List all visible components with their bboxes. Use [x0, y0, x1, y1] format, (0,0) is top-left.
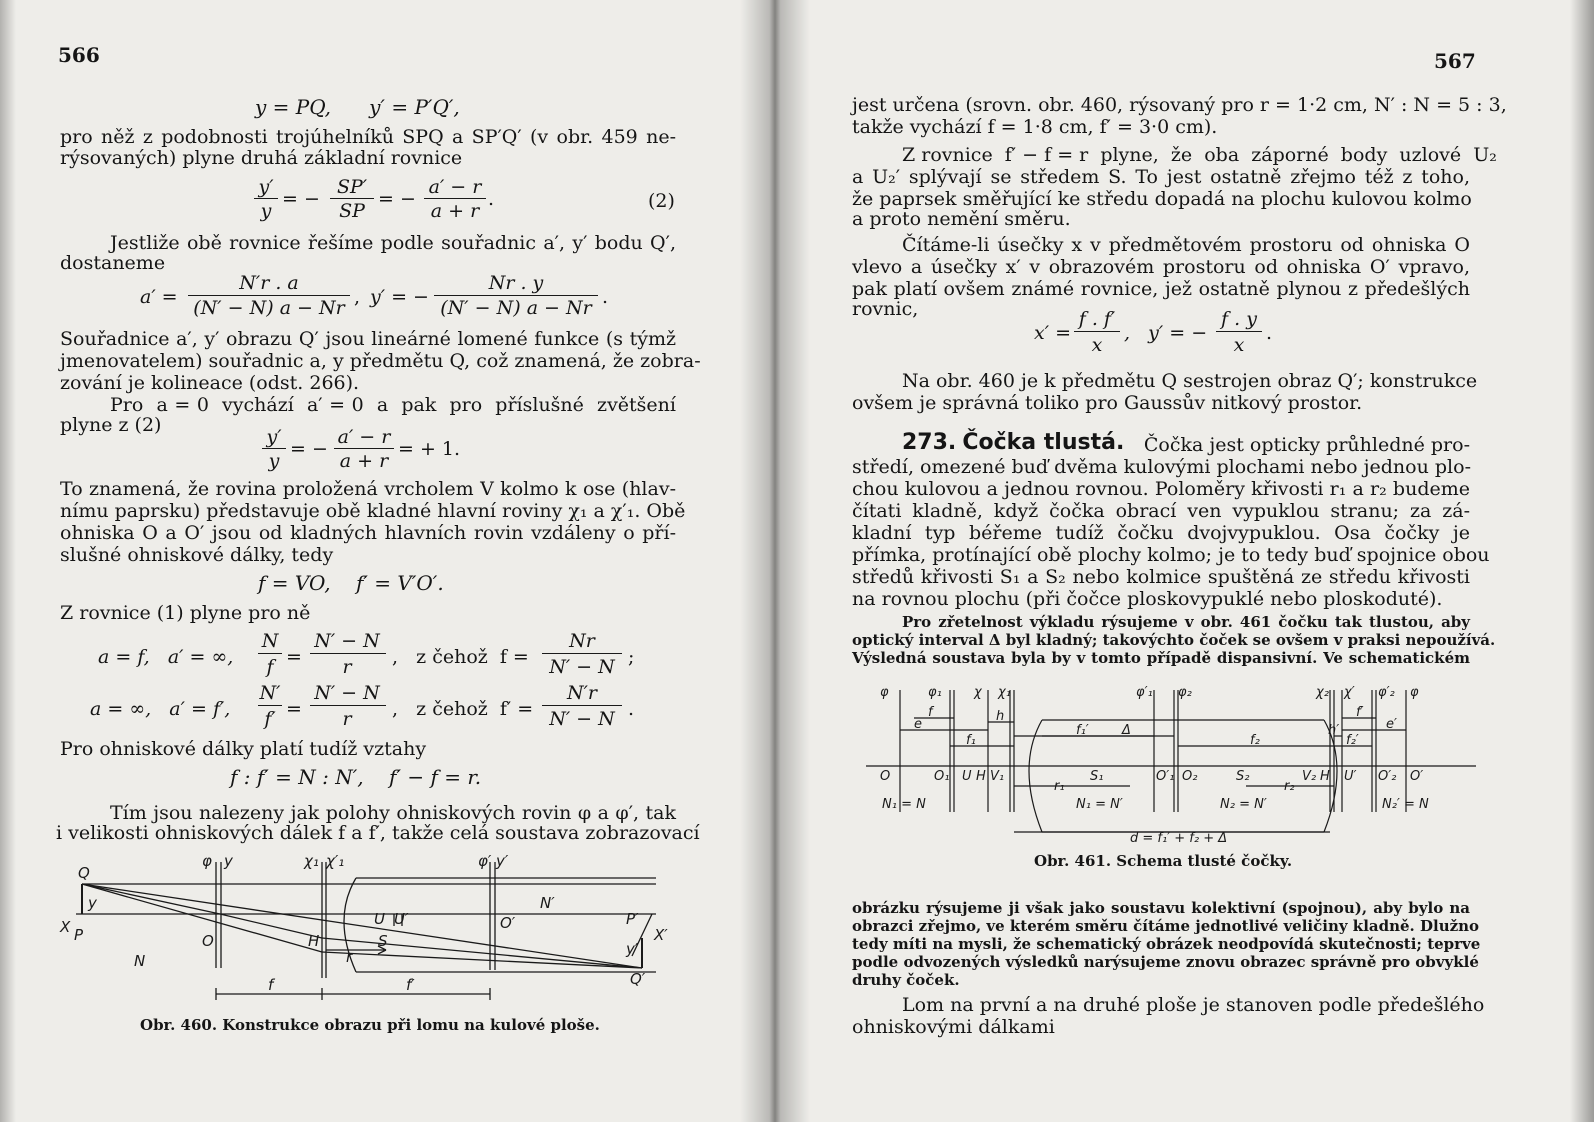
medium-label: N₂′ = N — [1382, 797, 1429, 812]
figure-label: U — [962, 769, 972, 784]
page-edge-shadow — [1570, 0, 1594, 1122]
paragraph-line: a U₂′ splývají se středem S. To jest ostatně zřejmo též z toho, — [852, 166, 1470, 188]
fraction-denominator: SP — [339, 200, 365, 222]
fraction-bar — [258, 653, 282, 654]
figure-label: χ′ — [1344, 685, 1355, 700]
figure-461-drawing — [866, 682, 1486, 846]
equation-5: f = VO, f′ = V′O′. — [258, 571, 444, 595]
figure-label: O′₁ — [1156, 769, 1175, 784]
fraction-bar — [330, 198, 374, 199]
paragraph-line: Z rovnice f′ − f = r plyne, že oba záporné body uzlové U₂ — [902, 144, 1497, 166]
figure-label: V₂ — [1302, 769, 1317, 784]
paragraph-line: čítati kladně, když čočka obrací ven vypuklou stranu; za zá- — [852, 500, 1470, 522]
fraction-denominator: (N′ − N) a − Nr — [440, 297, 592, 319]
paragraph-line: vlevo a úsečky x′ v obrazovém prostoru od ohniska O′ vpravo, — [852, 256, 1470, 278]
section-title: Čočka tlustá. — [962, 430, 1125, 455]
equals-sign: = − — [282, 188, 320, 210]
figure-label: y′ — [626, 940, 639, 958]
paragraph-line: pro něž z podobnosti trojúhelníků SPQ a SP′Q′ (v obr. 459 ne- — [60, 126, 676, 148]
figure-label: H — [1320, 769, 1330, 784]
figure-label: V₁ — [990, 769, 1005, 784]
figure-label: O′ — [500, 914, 516, 932]
figure-label: χ₂ — [1316, 685, 1329, 700]
paragraph-line: nímu paprsku) představuje obě kladné hlavní roviny χ₁ a χ′₁. Obě — [60, 500, 686, 522]
equals-sign: = − — [378, 188, 416, 210]
paragraph-line: jest určena (srovn. obr. 460, rýsovaný pro r = 1·2 cm, N′ : N = 5 : 3, — [852, 94, 1507, 116]
fraction-bar — [434, 295, 598, 296]
fraction-denominator: y — [260, 200, 272, 222]
figure-label: φ′₁ — [1136, 685, 1153, 700]
page-number: 566 — [58, 43, 100, 67]
dimension-label: h′ — [1328, 723, 1340, 738]
paragraph-line: Z rovnice (1) plyne pro ně — [60, 602, 311, 624]
figure-label: y′ — [496, 852, 509, 870]
small-print-line: obrazci zřejmo, ve kterém směru čítáme jednotlivé veličiny kladně. Dlužno — [852, 917, 1480, 935]
figure-label: O — [202, 932, 214, 950]
figure-label: f — [268, 976, 274, 994]
dimension-label: Δ — [1122, 723, 1131, 738]
dimension-label: e′ — [1386, 717, 1397, 732]
small-print-line: druhy čoček. — [852, 971, 960, 989]
figure-label: N — [134, 952, 146, 970]
paragraph-line: Lom na první a na druhé ploše je stanoven podle předešlého — [902, 994, 1485, 1016]
figure-label: O₁ — [934, 769, 950, 784]
fraction-numerator: Nr . y — [488, 272, 544, 294]
dimension-label: f₂ — [1250, 733, 1260, 748]
small-print-line: obrázku rýsujeme ji však jako soustavu kolektivní (spojnou), aby bylo na — [852, 899, 1470, 917]
fraction-bar — [542, 653, 622, 654]
paragraph-line: Na obr. 460 je k předmětu Q sestrojen obraz Q′; konstrukce — [902, 370, 1478, 392]
paragraph-line: To znamená, že rovina proložená vrcholem V kolmo k ose (hlav- — [60, 478, 676, 500]
small-print-line: tedy míti na mysli, že schematický obrázek neodpovídá skutečnosti; teprve — [852, 935, 1481, 953]
figure-label: φ′₂ — [1378, 685, 1395, 700]
paragraph-line: zování je kolineace (odst. 266). — [60, 372, 360, 394]
fraction-bar — [424, 198, 486, 199]
fraction-bar — [262, 448, 286, 449]
figure-label: Q′ — [630, 970, 646, 988]
paragraph-line: středů křivosti S₁ a S₂ nebo kolmice spuštěná ze středu křivosti — [852, 566, 1470, 588]
figure-label: r — [346, 948, 353, 966]
figure-label: χ₁ — [998, 685, 1011, 700]
figure-label: φ₂ — [1178, 685, 1192, 700]
figure-label: U — [374, 910, 385, 928]
dimension-label: r₂ — [1284, 779, 1295, 794]
paragraph-line: ovšem je správná toliko pro Gaussův nitkový prostor. — [852, 392, 1363, 414]
figure-label: y — [88, 894, 97, 912]
fraction-bar — [1216, 331, 1262, 332]
fraction-bar — [254, 198, 278, 199]
book-gutter — [740, 0, 810, 1122]
paragraph-line: Pro a = 0 vychází a′ = 0 a pak pro příslušné zvětšení — [110, 394, 676, 416]
figure-460-drawing — [56, 848, 676, 1014]
medium-label: N₂ = N′ — [1220, 797, 1267, 812]
small-print-line: optický interval Δ byl kladný; takovýchto čoček se ovšem v praksi nepoužívá. — [852, 631, 1496, 649]
figure-461 — [866, 682, 1486, 870]
paragraph-line: přímka, protínající obě plochy kolmo; je to tedy buď spojnice obou — [852, 544, 1490, 566]
figure-label: P — [74, 926, 84, 944]
section-heading-line — [902, 432, 1470, 454]
figure-label: P′ — [626, 910, 639, 928]
figure-label: S — [378, 932, 388, 950]
paragraph-line: Pro ohniskové dálky platí tudíž vztahy — [60, 738, 427, 760]
fraction-denominator: (N′ − N) a − Nr — [193, 297, 345, 319]
figure-label: S₂ — [1236, 769, 1250, 784]
figure-label: S₁ — [1090, 769, 1104, 784]
paragraph-line: rýsovaných) plyne druhá základní rovnice — [60, 147, 463, 169]
dimension-label: f₁ — [966, 733, 976, 748]
paragraph-line: takže vychází f = 1·8 cm, f′ = 3·0 cm). — [852, 116, 1218, 138]
figure-label: U′ — [1344, 769, 1357, 784]
equation-y: y = PQ, y′ = P′Q′, — [255, 95, 460, 119]
figure-label: U′ — [394, 910, 409, 928]
figure-label: φ — [1410, 685, 1419, 700]
dimension-label: f — [928, 705, 933, 720]
fraction-bar — [310, 705, 386, 706]
fraction-denominator: a + r — [430, 200, 480, 222]
section-number: 273. — [902, 430, 957, 455]
paragraph-line: kladní typ béřeme tudíž čočku dvojvypuklou. Osa čočky je — [852, 522, 1470, 544]
equation-number: (2) — [648, 190, 675, 212]
page-number: 567 — [1434, 49, 1476, 73]
left-page: 566 y = PQ, y′ = P′Q′, pro něž z podobnosti trojúhelníků SPQ a SP′Q′ (v obr. 459 ne- rýsovaných) plyne druhá základní rovnice y′ y = − SP′ SP = − a′ − r a + r . (2) Jestliže obě rovnice řešíme podle souřadnic a′, y′ bodu Q′, dostaneme a′ = N′r . a (N′ − N) a − Nr , y′ = − Nr . y (N′ − N) a − Nr . Souřadnice a′, y′ obrazu Q′ jsou lineárné lomené funkce (s týmž jmenovatelem) souřadnic a, y předmětu Q, což znamená, že zobra- zování je kolineace (odst. 266). Pro a = 0 vychází a′ = 0 a pak pro příslušné zvětšení plyne z (2) y′ y = − a′ − r a + r = + 1. To znamená, že rovina proložená vrcholem V kolmo k ose (hlav- nímu paprsku) představuje obě kladné hlavní roviny χ₁ a χ′₁. Obě ohniska O a O′ jsou od kladných hlavních rovin vzdáleny o pří- slušné ohniskové dálky, tedy f = VO, f′ = V′O′. Z rovnice (1) plyne pro ně a = f, a′ = ∞, N f = N′ − N r , z čehož f = Nr N′ − N ; a = ∞, a′ = f′, N′ f′ = N′ − N r , z čehož f′ = N′r N′ − N . Pro ohniskové dálky platí tudíž vztahy f : f′ = N : N′, f′ − f = r. Tím jsou nalezeny jak polohy ohniskových rovin φ a φ′, tak i velikosti ohniskových dálek f a f′, takže celá soustava zobrazovací Q X P y N O φ y χ₁ χ′₁ H r S U U′ O′ φ′ y′ N′ P′ X′ y′ Q′ f f′ Obr. 460. Konstrukce obrazu při lomu na kulové ploše. — [0, 0, 770, 1122]
paragraph-line: Souřadnice a′, y′ obrazu Q′ jsou lineárné lomené funkce (s týmž — [60, 328, 676, 350]
paragraph-line: že paprsek směřující ke středu dopadá na plochu kulovou kolmo — [852, 188, 1472, 210]
equation-7: f : f′ = N : N′, f′ − f = r. — [230, 765, 482, 789]
small-print-line: podle odvozených výsledků narýsujeme znovu obrazec správně pro obvyklé — [852, 953, 1479, 971]
figure-label: O′₂ — [1378, 769, 1397, 784]
paragraph-line: rovnic, — [852, 298, 919, 320]
dimension-label: f₂′ — [1346, 733, 1359, 748]
figure-label: y — [224, 852, 233, 870]
paragraph-line: ohniskovými dálkami — [852, 1016, 1055, 1038]
medium-label: N₁ = N — [882, 797, 926, 812]
figure-label: O — [880, 769, 891, 784]
figure-label: φ — [202, 852, 212, 870]
figure-label: χ₁ — [304, 852, 319, 870]
figure-label: φ₁ — [928, 685, 942, 700]
figure-caption: Obr. 461. Schema tlusté čočky. — [1034, 852, 1293, 870]
fraction-numerator: N′r . a — [239, 272, 299, 294]
dimension-label: r₁ — [1054, 779, 1065, 794]
paragraph-line: slušné ohniskové dálky, tedy — [60, 544, 334, 566]
section-first-line-rest: Čočka jest opticky průhledné pro- — [1143, 434, 1470, 456]
small-print-line: Výsledná soustava byla by v tomto případě dispansivní. Ve schematickém — [852, 649, 1470, 667]
figure-label: χ′₁ — [326, 852, 345, 870]
paragraph-line: plyne z (2) — [60, 414, 162, 436]
paragraph-line: ohniska O a O′ jsou od kladných hlavních rovin vzdáleny o pří- — [60, 522, 676, 544]
small-print-line: Pro zřetelnost výkladu rýsujeme v obr. 461 čočku tak tlustou, aby — [902, 613, 1470, 631]
paragraph-line: na rovnou plochu (při čočce ploskovypuklé nebo ploskoduté). — [852, 588, 1443, 610]
paragraph-line: pak platí ovšem známé rovnice, jež ostatně plynou z předešlých — [852, 278, 1470, 300]
dimension-label: f′ — [1356, 705, 1364, 720]
fraction-bar — [334, 448, 394, 449]
paragraph-line: i velikosti ohniskových dálek f a f′, takže celá soustava zobrazovací — [56, 822, 700, 844]
figure-label: f′ — [406, 976, 415, 994]
fraction-bar — [1074, 331, 1120, 332]
fraction-numerator: SP′ — [336, 176, 368, 198]
dimension-label: f₁′ — [1076, 723, 1089, 738]
dimension-label: e — [914, 717, 922, 732]
figure-label: H — [976, 769, 986, 784]
figure-label: χ — [974, 685, 982, 700]
paragraph-line: a proto nemění směru. — [852, 208, 1071, 230]
paragraph-line: Jestliže obě rovnice řešíme podle souřadnic a′, y′ bodu Q′, — [110, 232, 676, 254]
figure-label: X′ — [654, 926, 668, 944]
dimension-label: d = f₁′ + f₂ + Δ — [1130, 831, 1228, 846]
fraction-numerator: a′ − r — [428, 176, 482, 198]
figure-label: H — [308, 932, 320, 950]
figure-460 — [56, 848, 676, 1034]
medium-label: N₁ = N′ — [1076, 797, 1123, 812]
paragraph-line: středí, omezené buď dvěma kulovými plochami nebo jednou plo- — [852, 456, 1471, 478]
page-edge-shadow — [0, 0, 16, 1122]
paragraph-line: Čítáme-li úsečky x v předmětovém prostoru od ohniska O — [902, 234, 1470, 256]
fraction-bar — [310, 653, 386, 654]
paragraph-line: Tím jsou nalezeny jak polohy ohniskových rovin φ a φ′, tak — [110, 802, 676, 824]
paragraph-line: dostaneme — [60, 252, 166, 274]
fraction-numerator: y′ — [258, 176, 274, 198]
fraction-bar — [188, 295, 350, 296]
fraction-bar — [258, 705, 282, 706]
figure-label: N′ — [540, 894, 555, 912]
figure-label: X — [60, 918, 71, 936]
figure-label: O₂ — [1182, 769, 1198, 784]
right-page: 567 jest určena (srovn. obr. 460, rýsovaný pro r = 1·2 cm, N′ : N = 5 : 3, takže vychází f = 1·8 cm, f′ = 3·0 cm). Z rovnice f′ − f = r plyne, že oba záporné body uzlové U₂ a U₂′ splývají se středem S. To jest ostatně zřejmo též z toho, že paprsek směřující ke středu dopadá na plochu kulovou kolmo a proto nemění směru. Čítáme-li úsečky x v předmětovém prostoru od ohniska O vlevo a úsečky x′ v obrazovém prostoru od ohniska O′ vpravo, pak platí ovšem známé rovnice, jež ostatně plynou z předešlých rovnic, x′ = f . f′ x , y′ = − f . y x . Na obr. 460 je k předmětu Q sestrojen obraz Q′; konstrukce ovšem je správná toliko pro Gaussův nitkový prostor. 273. Čočka tlustá. Čočka jest opticky průhledné pro- středí, omezené buď dvěma kulovými plochami nebo jednou plo- chou kulovou a jednou rovnou. Poloměry křivosti r₁ a r₂ budeme čítati kladně, když čočka obrací ven vypuklou stranu; za zá- kladní typ béřeme tudíž čočku dvojvypuklou. Osa čočky je přímka, protínající obě plochy kolmo; je to tedy buď spojnice obou středů křivosti S₁ a S₂ nebo kolmice spuštěná ze středu křivosti na rovnou plochu (při čočce ploskovypuklé nebo ploskoduté). Pro zřetelnost výkladu rýsujeme v obr. 461 čočku tak tlustou, aby optický interval Δ byl kladný; takovýchto čoček se ovšem v praksi nepoužívá. Výsledná soustava byla by v tomto případě dispansivní. Ve schematickém φ φ₁ χ χ₁ φ′₁ φ₂ χ₂ χ′ φ′₂ φ O O₁ U H V₁ S₁ O′₁ O₂ S₂ V₂ H U′ O′₂ O′ f e h f₁ f₁′ Δ f₂ f₂′ f′ e′ h′ r₁ r₂ d = f₁′ + f₂ + Δ N₁ = N N₁ = N′ N₂ = N′ N₂′ = N Obr. 461. Schema tlusté čočky. obrázku rýsujeme ji však jako soustavu kolektivní (spojnou), aby bylo na obrazci zřejmo, ve kterém směru čítáme jednotlivé veličiny kladně. Dlužno tedy míti na mysli, že schematický obrázek neodpovídá skutečnosti; teprve podle odvozených výsledků narýsujeme znovu obrazec správně pro obvyklé druhy čoček. Lom na první a na druhé ploše je stanoven podle předešlého ohniskovými dálkami — [770, 0, 1594, 1122]
figure-label: φ′ — [478, 852, 492, 870]
fraction-bar — [542, 705, 622, 706]
figure-label: φ — [880, 685, 889, 700]
paragraph-line: jmenovatelem) souřadnic a, y předmětu Q, což znamená, že zobra- — [60, 350, 701, 372]
figure-label: Q — [78, 864, 90, 882]
paragraph-line: chou kulovou a jednou rovnou. Poloměry křivosti r₁ a r₂ budeme — [852, 478, 1470, 500]
figure-label: O′ — [1410, 769, 1424, 784]
dimension-label: h — [996, 709, 1005, 724]
figure-caption: Obr. 460. Konstrukce obrazu při lomu na kulové ploše. — [140, 1016, 600, 1034]
